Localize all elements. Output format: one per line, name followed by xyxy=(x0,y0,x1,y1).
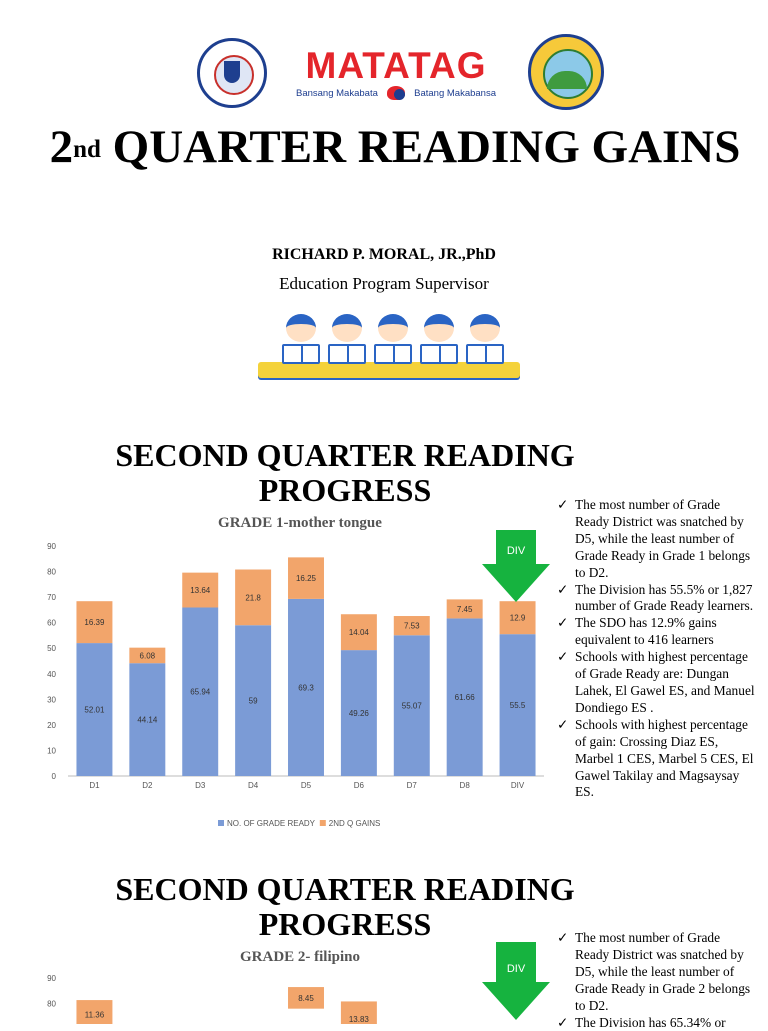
data-label: 55.5 xyxy=(509,701,526,711)
section2-notes xyxy=(557,930,757,1031)
y-tick-label: 0 xyxy=(51,772,56,781)
data-label: 69.3 xyxy=(298,683,314,693)
deped-seal-logo xyxy=(197,38,267,108)
note-item xyxy=(557,930,757,1015)
note-text: The Division has 65.34% or xyxy=(575,1014,726,1030)
legend-label: 2ND Q GAINS xyxy=(328,819,381,828)
data-label: 13.83 xyxy=(348,1015,369,1024)
y-tick-label: 90 xyxy=(47,974,56,983)
note-text: The SDO has 12.9% gains equivalent to 416 learners xyxy=(575,615,717,648)
check-icon: ✓ xyxy=(557,649,569,665)
check-icon: ✓ xyxy=(557,615,569,631)
section2-title: SECOND QUARTER READING PROGRESS xyxy=(115,871,575,942)
x-tick-label: D2 xyxy=(142,781,153,790)
x-tick-label: D6 xyxy=(353,781,365,790)
y-tick-label: 50 xyxy=(47,644,56,654)
data-label: 65.94 xyxy=(190,687,211,697)
check-icon: ✓ xyxy=(557,716,569,732)
down-arrow-shape xyxy=(482,942,550,1020)
data-label: 7.53 xyxy=(403,621,420,631)
data-label: 7.45 xyxy=(456,604,473,614)
legend-label: NO. OF GRADE READY xyxy=(227,819,316,828)
check-icon: ✓ xyxy=(557,930,569,945)
section1-title: SECOND QUARTER READING PROGRESS xyxy=(115,437,575,508)
data-label: 12.9 xyxy=(509,613,526,623)
down-arrow-shape xyxy=(482,530,550,602)
x-tick-label: D8 xyxy=(459,781,470,790)
arrow-label: DIV xyxy=(506,545,526,557)
data-label: 11.36 xyxy=(84,1010,105,1020)
koronadal-division-seal-logo xyxy=(528,34,604,110)
grade1-chart xyxy=(0,530,560,840)
y-tick-label: 70 xyxy=(47,593,56,603)
data-label: 16.39 xyxy=(84,618,105,628)
note-item xyxy=(557,615,757,649)
tagline-right: Batang Makabansa xyxy=(414,87,496,99)
y-tick-label: 20 xyxy=(47,720,56,730)
x-tick-label: D3 xyxy=(195,781,206,790)
matatag-logo-text: MATATAG xyxy=(305,45,487,86)
data-label: 6.08 xyxy=(139,651,156,661)
check-icon: ✓ xyxy=(557,497,569,512)
main-title: 2nd QUARTER READING GAINS xyxy=(49,121,741,173)
data-label: 16.25 xyxy=(295,574,317,584)
y-tick-label: 60 xyxy=(47,618,56,628)
section1-grade: GRADE 1-mother tongue xyxy=(218,515,382,531)
check-icon: ✓ xyxy=(557,1014,569,1030)
section1-notes xyxy=(557,497,757,801)
legend-swatch xyxy=(218,820,224,826)
x-tick-label: D1 xyxy=(89,781,100,790)
y-tick-label: 10 xyxy=(47,746,56,756)
y-tick-label: 30 xyxy=(47,695,56,705)
note-item xyxy=(557,717,757,802)
arrow-label: DIV xyxy=(506,963,526,975)
data-label: 61.66 xyxy=(454,693,475,703)
note-item xyxy=(557,497,757,582)
note-item xyxy=(557,582,757,616)
check-icon: ✓ xyxy=(557,581,569,597)
y-tick-label: 40 xyxy=(47,669,56,679)
data-label: 13.64 xyxy=(190,586,211,596)
data-label: 49.26 xyxy=(348,709,369,719)
data-label: 14.04 xyxy=(348,628,369,638)
data-label: 55.07 xyxy=(401,701,422,711)
div-arrow-icon xyxy=(482,942,550,1020)
chart-legend xyxy=(218,819,380,828)
note-item xyxy=(557,1015,757,1031)
section2-grade: GRADE 2- filipino xyxy=(239,949,360,965)
note-text: The most number of Grade Ready District was snatched by D5, while the least number of Grade Ready in Grade 1 belongs to D2. xyxy=(575,497,751,580)
tagline-left: Bansang Makabata xyxy=(296,87,378,99)
reading-kids-illustration xyxy=(258,312,520,378)
y-tick-label: 90 xyxy=(47,542,56,551)
data-label: 8.45 xyxy=(298,993,314,1003)
author-role: Education Program Supervisor xyxy=(279,274,489,293)
grade2-chart xyxy=(0,940,560,1024)
x-tick-label: D5 xyxy=(300,781,312,790)
data-label: 44.14 xyxy=(137,715,158,725)
matatag-tagline xyxy=(296,86,496,100)
x-tick-label: DIV xyxy=(510,781,525,790)
data-label: 59 xyxy=(248,696,258,706)
y-tick-label: 80 xyxy=(47,567,56,577)
note-item xyxy=(557,649,757,717)
data-label: 52.01 xyxy=(84,705,105,715)
author-name: RICHARD P. MORAL, JR.,PhD xyxy=(272,246,496,263)
note-text: The Division has 55.5% or 1,827 number of Grade Ready learners. xyxy=(575,581,754,614)
div-arrow-icon xyxy=(482,530,550,602)
data-label: 21.8 xyxy=(245,593,261,603)
x-tick-label: D7 xyxy=(406,781,417,790)
note-text: The most number of Grade Ready District was snatched by D5, while the least number of Grade Ready in Grade 2 belongs to D2. xyxy=(575,930,751,1013)
x-tick-label: D4 xyxy=(247,781,259,790)
y-tick-label: 80 xyxy=(47,999,56,1009)
hands-icon xyxy=(387,86,405,100)
note-text: Schools with highest percentage of gain: Crossing Diaz ES, Marbel 1 CES, Marbel 5 CES, El Gawel Takilay and Magsaysay ES. xyxy=(575,716,754,800)
legend-swatch xyxy=(320,820,326,826)
note-text: Schools with highest percentage of Grade Ready are: Dungan Lahek, El Gawel ES, and Manuel Dondiego ES . xyxy=(575,649,755,715)
